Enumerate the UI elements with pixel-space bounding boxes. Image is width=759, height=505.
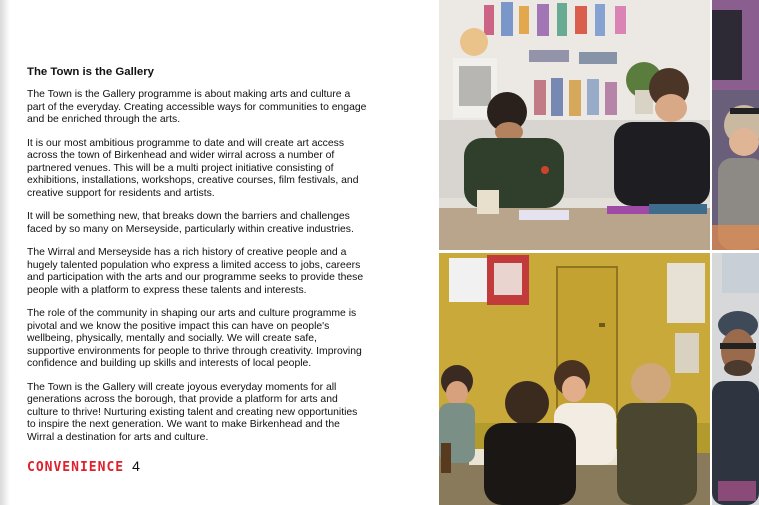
article xyxy=(27,66,367,455)
article-paragraph: The Wirral and Merseyside has a rich history of creative people and a hugely talented population who express a limited access to jobs, careers and participation with the arts and our programme seeks to provide these people with a platform to express these talents and interests. xyxy=(27,247,364,296)
community-session-photo xyxy=(439,253,710,505)
participant-photo xyxy=(712,0,759,250)
brand-logo-text: CONVENIENCE xyxy=(27,460,125,475)
article-paragraph: The Town is the Gallery programme is about making arts and culture a part of the everyday. Creating accessible ways for communities to engage and be enriched through the arts. xyxy=(27,89,367,125)
article-paragraph: It is our most ambitious programme to date and will create art access across the town of Birkenhead and wider wirral across a number of partnered venues. This will be a multi project initiative consisting of exhibitions, installations, workshops, creative courses, film festivals, and creative support for residents and artists. xyxy=(27,137,359,199)
page-number: 4 xyxy=(132,458,140,474)
article-paragraph: The role of the community in shaping our arts and culture programme is pivotal and we know the positive impact this can have on people's wellbeing, physically, mentally and socially. We will create safe, supportive environments for people to thrive through creativity. Improving confidence and building up skills and interests of local people. xyxy=(27,308,362,369)
article-paragraph: The Town is the Gallery will create joyous everyday moments for all generations across the borough, that provide a platform for arts and culture to thrive! Nurturing existing talent and creating new opportunities to inspire the next generation. We want to make Birkenhead and the Wirral a destination for arts and culture. xyxy=(27,381,358,443)
page-footer xyxy=(27,458,140,475)
article-paragraph: It will be something new, that breaks down the barriers and challenges faced by so many on Merseyside, particularly within creative industries. xyxy=(27,211,354,235)
participant-photo xyxy=(712,253,759,505)
page-edge-shadow xyxy=(0,0,10,505)
workshop-photo xyxy=(439,0,710,250)
article-title: The Town is the Gallery xyxy=(27,66,155,78)
